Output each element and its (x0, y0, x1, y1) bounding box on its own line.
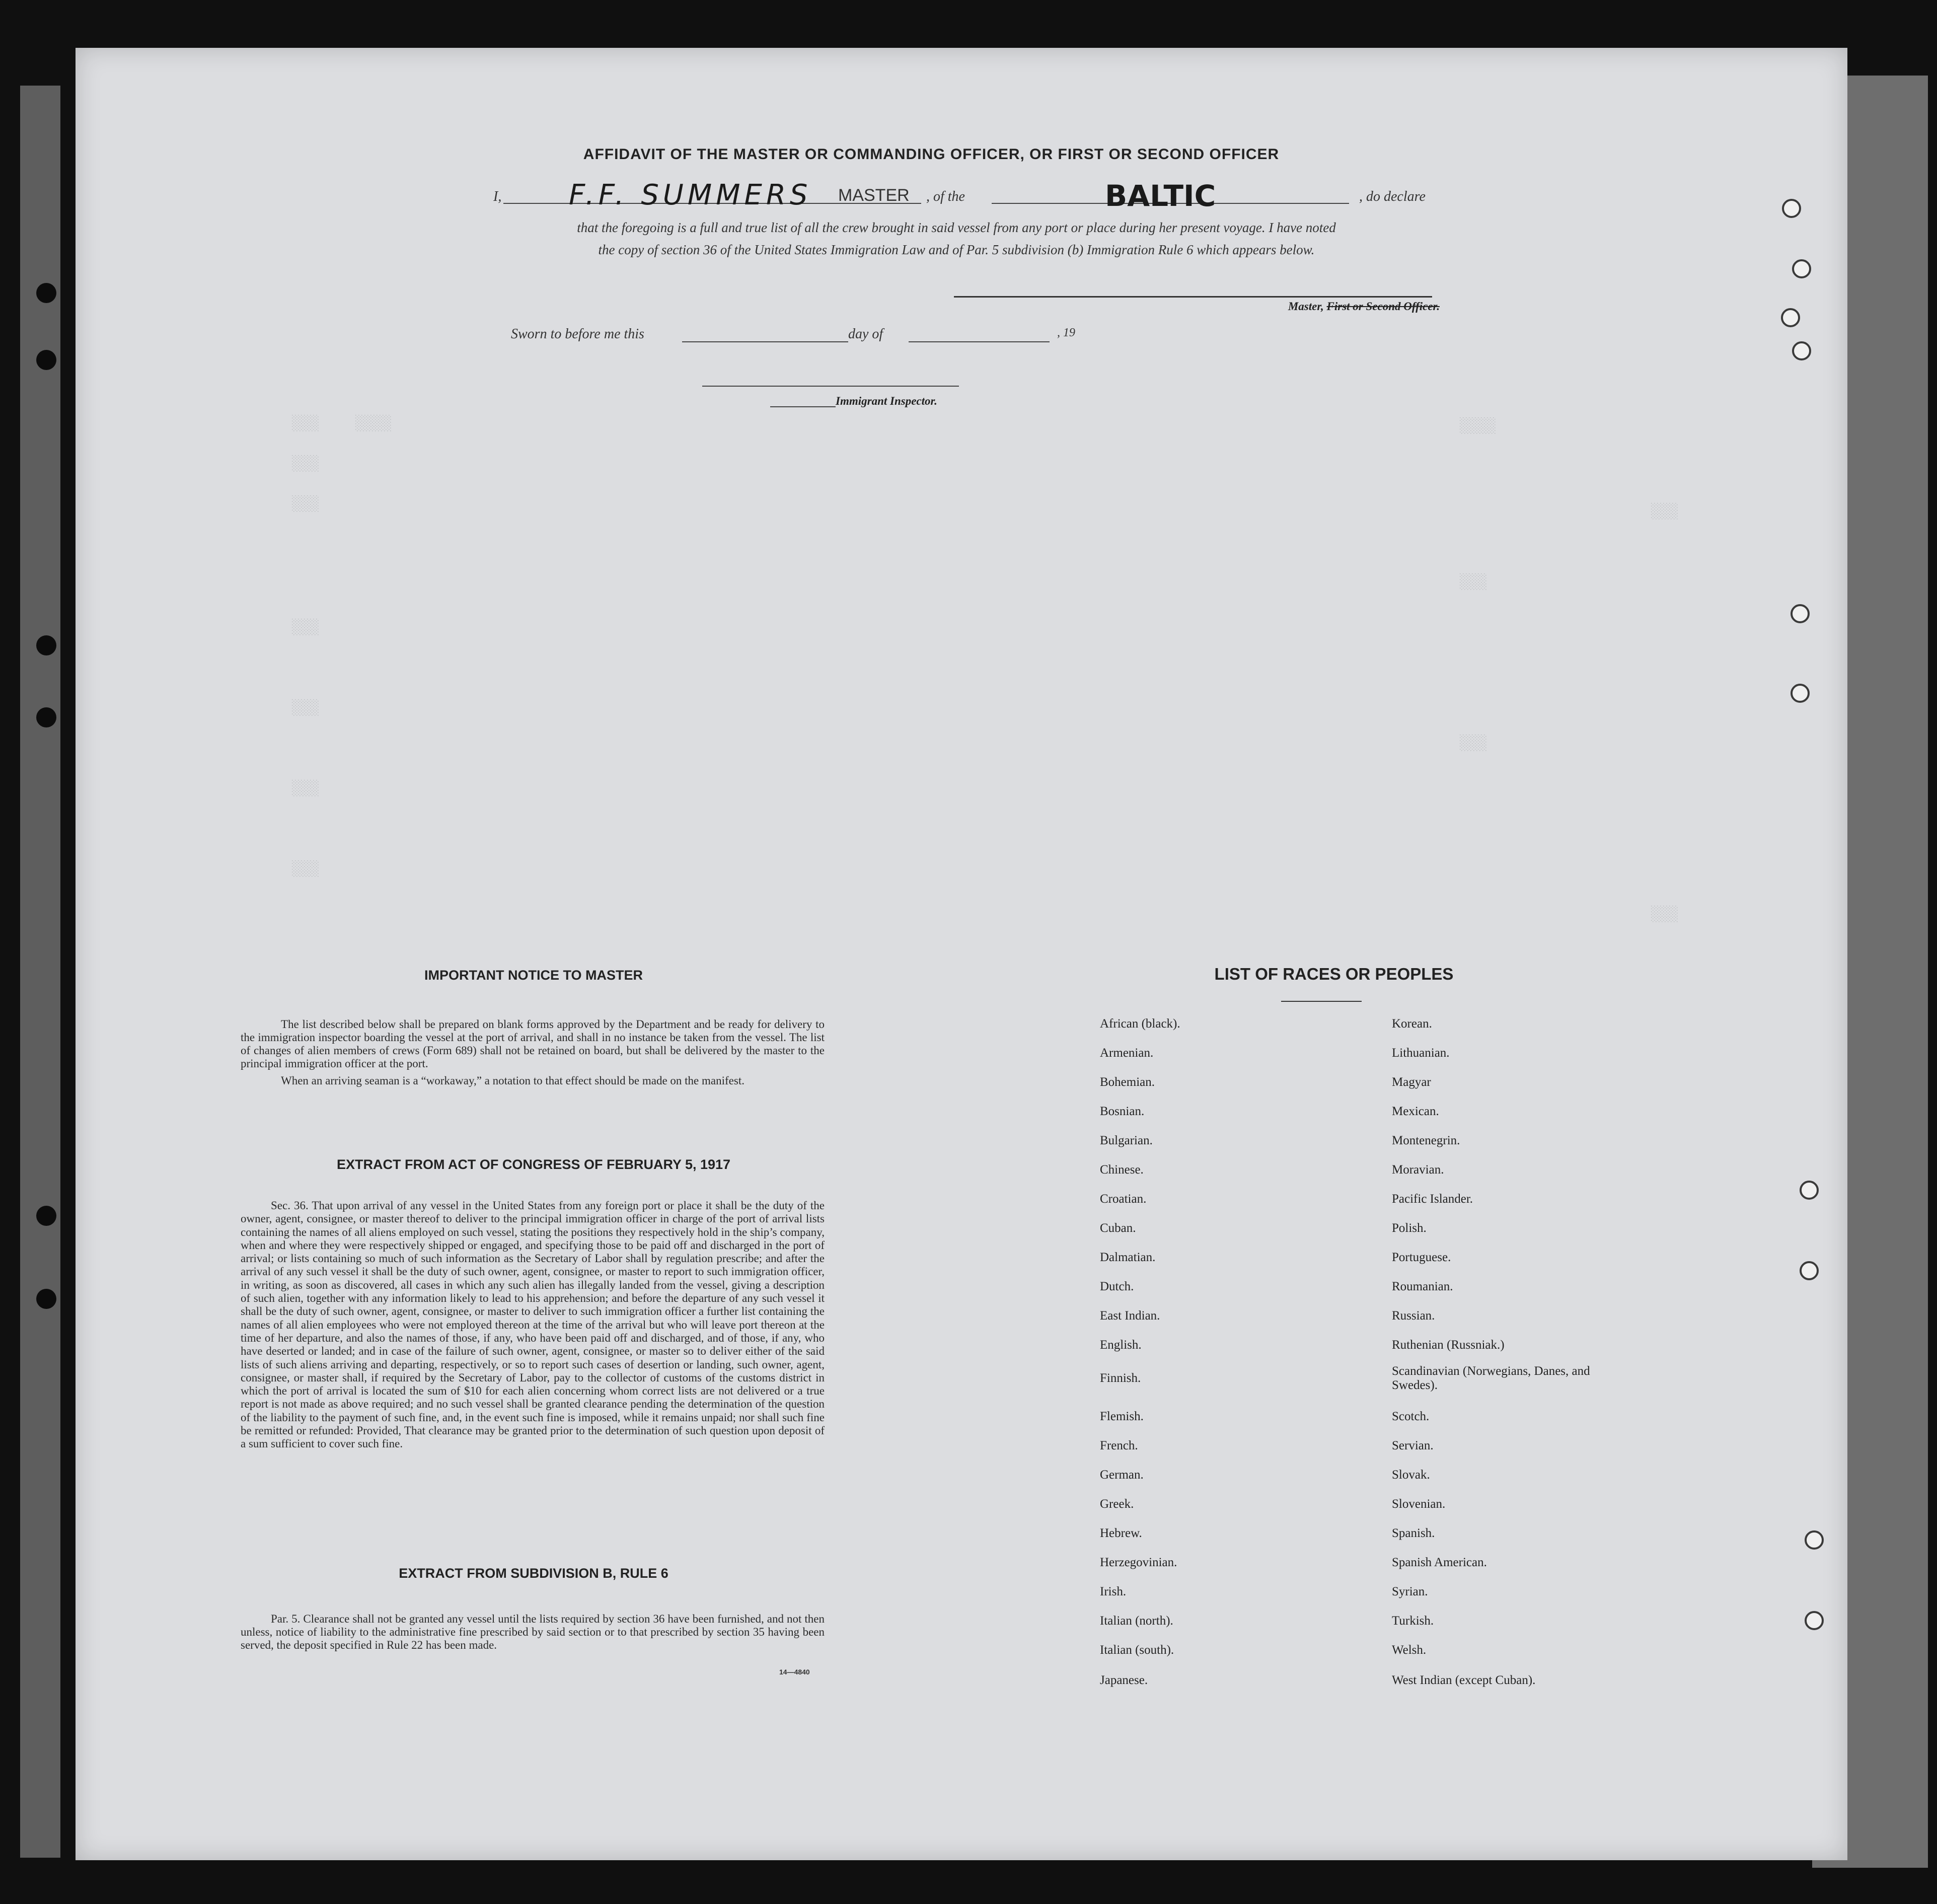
binding-hole (36, 635, 56, 655)
race-item: Scandinavian (Norwegians, Danes, and Swedes). (1392, 1364, 1590, 1392)
race-item: West Indian (except Cuban). (1392, 1673, 1536, 1687)
show-through-marks: ░░░ (1651, 906, 1679, 923)
race-item: Japanese. (1100, 1673, 1148, 1687)
race-item: Dalmatian. (1100, 1251, 1156, 1264)
affidavit-body-line: that the foregoing is a full and true list of all the crew brought in said vessel from any port or place during her present voyage. I have noted (577, 220, 1336, 235)
show-through-marks: ░░░ (1651, 503, 1679, 521)
race-item: Greek. (1100, 1497, 1134, 1511)
race-item: Servian. (1392, 1439, 1434, 1452)
rule-paragraph: Par. 5. Clearance shall not be granted any vessel until the lists required by section 36 have been furnished, and not then unless, notice of liability to the administrative fine prescribed by said section or to that prescribed by section 35 having been served, the deposit specified in Rule 22 has been made. (241, 1613, 825, 1651)
reinforcement-ring (1781, 308, 1800, 327)
race-item: Irish. (1100, 1585, 1127, 1598)
race-item: Moravian. (1392, 1163, 1444, 1177)
rule-heading: EXTRACT FROM SUBDIVISION B, RULE 6 (399, 1566, 668, 1581)
show-through-marks: ░░░ (292, 861, 320, 878)
race-item: Hebrew. (1100, 1526, 1142, 1540)
notice-heading: IMPORTANT NOTICE TO MASTER (424, 968, 643, 983)
show-through-marks: ░░░ (292, 496, 320, 513)
label-of-the: , of the (926, 189, 965, 204)
act-paragraph: Sec. 36. That upon arrival of any vessel in the United States from any foreign port or place it shall be the duty of the owner, agent, consignee, or master thereof to deliver to the principal immigration officer in charge of the port of arrival lists containing the names of all aliens employed on such vessel, stating the positions they respectively hold in the ship’s company, when and where they were respectively shipped or engaged, and specifying those to be paid off and discharged in the port of arrival; or lists containing so much of such information as the Secretary of Labor shall by regulation prescribe; and after the arrival of any such vessel it shall be the duty of such owner, agent, consignee, or master to report to such immigration officer, in writing, as soon as discovered, all cases in which any such alien has illegally landed from the vessel, giving a description of such alien, together with any information likely to lead to his apprehension; and before the departure of any such vessel it shall be the duty of such owner, agent, consignee, or master to deliver to such immigration officer a further list containing the names of all alien employees who were not employed thereon at the time of the arrival but who will leave port thereon at the time of her departure, and also the names of those, if any, who have been paid off and discharged, and of those, if any, who have deserted or landed; and in case of the failure of such owner, agent, consignee, or master so to deliver either of the said lists of such aliens arriving and departing, respectively, or so to report such cases of desertion or landing, such owner, agent, consignee, or master shall, if required by the Secretary of Labor, pay to the collector of customs of the customs district in which the port of arrival is located the sum of $10 for each alien concerning whom correct lists are not delivered or a true report is not made as above required; and no such vessel shall be granted clearance pending the determination of the question of the liability to the payment of such fine, and, in the event such fine is imposed, while it remains unpaid; nor shall such fine be remitted or refunded: Provided, That clearance may be granted prior to the determination of such question upon deposit of a sum sufficient to cover such fine. (241, 1199, 825, 1450)
signature-line (954, 296, 1432, 298)
race-item: Polish. (1392, 1221, 1427, 1235)
reinforcement-ring (1792, 259, 1811, 278)
inspector-label: Immigrant Inspector. (836, 395, 937, 407)
race-item: Italian (north). (1100, 1614, 1173, 1628)
race-item: Russian. (1392, 1309, 1435, 1323)
sworn-month-underline (909, 341, 1050, 342)
race-item: Italian (south). (1100, 1643, 1174, 1657)
race-item: Scotch. (1392, 1410, 1430, 1423)
races-heading: LIST OF RACES OR PEOPLES (1214, 965, 1454, 983)
race-item: Croatian. (1100, 1192, 1147, 1206)
race-item: English. (1100, 1338, 1142, 1352)
affidavit-body (453, 216, 1460, 261)
race-item: Montenegrin. (1392, 1134, 1460, 1147)
binding-hole (36, 1289, 56, 1309)
race-item: Pacific Islander. (1392, 1192, 1473, 1206)
reinforcement-ring (1800, 1181, 1819, 1200)
race-item: Lithuanian. (1392, 1046, 1450, 1060)
race-item: Korean. (1392, 1017, 1432, 1031)
binding-hole (36, 283, 56, 303)
label-do-declare: , do declare (1359, 189, 1426, 204)
race-item: Armenian. (1100, 1046, 1154, 1060)
inspector-signature-line (702, 386, 959, 387)
declaration-line (493, 179, 1450, 213)
race-item: Bohemian. (1100, 1075, 1155, 1089)
race-item: French. (1100, 1439, 1138, 1452)
race-item: Syrian. (1392, 1585, 1428, 1598)
race-item: East Indian. (1100, 1309, 1160, 1323)
sworn-label: Sworn to before me this (511, 326, 644, 342)
races-heading-rule (1281, 1001, 1362, 1002)
race-item: Flemish. (1100, 1410, 1144, 1423)
sworn-date-underline (682, 341, 848, 342)
race-item: Turkish. (1392, 1614, 1434, 1628)
sworn-line (511, 326, 1115, 351)
label-i: I, (493, 189, 502, 204)
race-item: Bulgarian. (1100, 1134, 1153, 1147)
reinforcement-ring (1791, 604, 1810, 623)
form-number: 14—4840 (779, 1668, 810, 1676)
signature-label-struck: First or Second Officer. (1326, 300, 1440, 313)
race-item: Spanish. (1392, 1526, 1435, 1540)
race-item: Herzegovinian. (1100, 1556, 1177, 1569)
race-item: Chinese. (1100, 1163, 1144, 1177)
act-heading: EXTRACT FROM ACT OF CONGRESS OF FEBRUARY 5, 1917 (336, 1157, 731, 1172)
show-through-marks: ░░░ (292, 619, 320, 636)
notice-text (241, 1018, 825, 1091)
signature-label (1208, 300, 1440, 313)
master-name: F.F. SUMMERS (569, 179, 812, 211)
race-item: Magyar (1392, 1075, 1431, 1089)
master-title: MASTER (838, 186, 910, 205)
reinforcement-ring (1805, 1611, 1824, 1630)
sworn-year-label: , 19 (1057, 326, 1075, 339)
show-through-marks: ░░░ (292, 700, 320, 717)
rule-text (241, 1613, 825, 1652)
notice-paragraph: The list described below shall be prepared on blank forms approved by the Department and be ready for delivery to the immigration inspector boarding the vessel at the port of arrival, and shall in no instance be taken from the vessel. The list of changes of alien members of crews (Form 689) shall not be retained on board, but shall be delivered by the master to the principal immigration officer at the port. (241, 1018, 825, 1070)
reinforcement-ring (1791, 684, 1810, 703)
race-item: Slovak. (1392, 1468, 1430, 1482)
signature-label-master: Master, (1288, 300, 1327, 313)
inspector-underline (770, 406, 836, 407)
sworn-day-label: day of (848, 326, 883, 342)
reinforcement-ring (1800, 1261, 1819, 1280)
vessel-name: BALTIC (1105, 179, 1216, 213)
race-item: Cuban. (1100, 1221, 1136, 1235)
race-item: Slovenian. (1392, 1497, 1446, 1511)
race-item: Portuguese. (1392, 1251, 1451, 1264)
show-through-marks: ░░░ (1460, 735, 1487, 752)
affidavit-body-line: the copy of section 36 of the United States Immigration Law and of Par. 5 subdivision (b) Immigration Rule 6 which appears below. (598, 242, 1315, 257)
reinforcement-ring (1805, 1530, 1824, 1550)
binding-hole (36, 707, 56, 727)
notice-paragraph: When an arriving seaman is a “workaway,” a notation to that effect should be made on the manifest. (281, 1074, 744, 1087)
race-item: Roumanian. (1392, 1280, 1453, 1293)
binding-hole (36, 350, 56, 370)
show-through-marks: ░░░ (1460, 574, 1487, 591)
race-item: Dutch. (1100, 1280, 1134, 1293)
race-item: Finnish. (1100, 1371, 1141, 1385)
race-item: Welsh. (1392, 1643, 1427, 1657)
race-item: Ruthenian (Russniak.) (1392, 1338, 1505, 1352)
affidavit-title: AFFIDAVIT OF THE MASTER OR COMMANDING OFFICER, OR FIRST OR SECOND OFFICER (583, 146, 1280, 163)
race-item: Mexican. (1392, 1105, 1439, 1118)
race-item: Spanish American. (1392, 1556, 1487, 1569)
document-page (76, 48, 1847, 1860)
race-item: German. (1100, 1468, 1144, 1482)
show-through-marks: ░░░ (292, 780, 320, 797)
binding-hole (36, 1206, 56, 1226)
show-through-marks: ░░░ (292, 456, 320, 473)
show-through-marks: ░░░░ (1460, 418, 1497, 435)
race-item: African (black). (1100, 1017, 1180, 1031)
show-through-marks: ░░░ ░░░░ (292, 415, 392, 432)
reinforcement-ring (1792, 341, 1811, 360)
act-text (241, 1199, 825, 1451)
race-item: Bosnian. (1100, 1105, 1145, 1118)
reinforcement-ring (1782, 199, 1801, 218)
